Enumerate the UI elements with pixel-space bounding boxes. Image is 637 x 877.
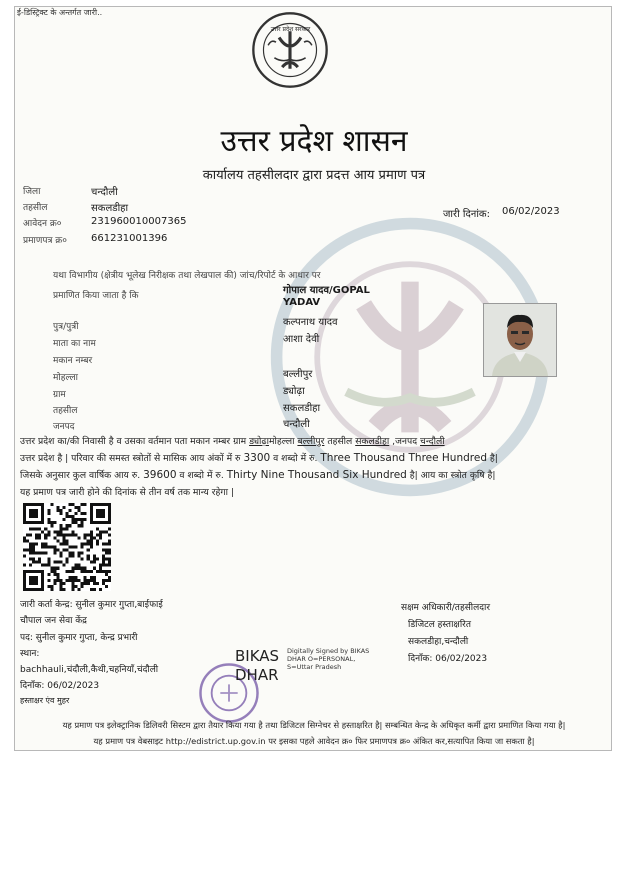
detail-label-mohalla: मोहल्ला — [53, 373, 78, 383]
detail-value-mohalla: बल्लीपुर — [283, 369, 313, 380]
body-text: है| — [487, 453, 498, 464]
detail-value-parent: कल्पनाथ यादव — [283, 317, 338, 328]
validity-line: यह प्रमाण पत्र जारी होने की दिनांक से तीन वर्ष तक मान्य रहेगा | — [20, 487, 234, 498]
applicant-photo — [483, 303, 557, 377]
up-emblem-icon — [251, 11, 329, 89]
annual-income-words: Thirty Nine Thousand Six Hundred — [226, 469, 407, 481]
meta-value-application-no: 231960010007365 — [91, 216, 187, 227]
page-subtitle: कार्यालय तहसीलदार द्वारा प्रदत्त आय प्रमाण पत्र — [202, 168, 426, 183]
header-note: ई-डिस्ट्रिक्ट के अन्तर्गत जारी.. — [17, 8, 103, 17]
detail-value-village: ड्योढ़ा — [283, 386, 305, 397]
officer-location: सकलडीहा,चन्दौली — [408, 637, 469, 647]
body-district: चन्दौली — [420, 436, 445, 447]
body-text: मोहल्ला — [268, 436, 298, 447]
digital-sign-line-2: DHAR O=PERSONAL, — [287, 655, 356, 663]
footer-note-2: यह प्रमाण पत्र वेबसाइट http://edistrict.up.gov.in पर इसका पहले आवेदन क्र० फिर प्रमाणपत्र क्र० अंकित कर,सत्यापित किया जा सकता है| — [93, 736, 535, 746]
annual-income-figure: 39600 — [143, 469, 177, 481]
issue-date: 06/02/2023 — [502, 206, 560, 217]
officer-title: सक्षम अधिकारी/तहसीलदार — [401, 603, 491, 613]
detail-label-house-no: मकान नम्बर — [53, 356, 93, 366]
meta-label-certificate-no: प्रमाणपत्र क्र० — [23, 236, 67, 246]
meta-value-tehsil: सकलडीहा — [91, 203, 129, 214]
issuer-sign-label: हस्ताक्षर एंव मुहर — [20, 696, 70, 705]
applicant-name: गोपाल यादव/GOPAL — [283, 285, 370, 296]
applicant-name-cont: YADAV — [283, 297, 321, 308]
monthly-income-words: Three Thousand Three Hundred — [320, 452, 487, 464]
body-text: व शब्दो में रु. — [176, 470, 227, 481]
issuer-centre: जारी कर्ता केन्द्र: सुनील कुमार गुप्ता,बाईफाई — [20, 600, 163, 610]
body-text: तहसील — [324, 436, 356, 447]
detail-label-district: जनपद — [53, 422, 75, 432]
monthly-income-figure: 3300 — [243, 452, 271, 464]
body-line-1 — [20, 434, 445, 447]
qr-code-icon — [23, 503, 111, 591]
emblem-caption: उत्तर प्रदेश सरकार — [270, 26, 311, 33]
page-title: उत्तर प्रदेश शासन — [220, 124, 408, 159]
issuer-designation: पद: सुनील कुमार गुप्ता, केन्द्र प्रभारी — [20, 633, 138, 643]
body-tehsil: सकलडीहा — [355, 436, 390, 447]
detail-label-village: ग्राम — [53, 390, 66, 400]
detail-label-tehsil: तहसील — [53, 406, 78, 416]
digital-sign-line-3: S=Uttar Pradesh — [287, 663, 342, 671]
meta-label-application-no: आवेदन क्र० — [23, 219, 62, 229]
detail-value-district: चन्दौली — [283, 419, 310, 430]
intro-line-1: यथा विभागीय (क्षेत्रीय भूलेख निरीक्षक तथा लेखपाल की) जांच/रिपोर्ट के आधार पर — [53, 271, 321, 281]
issuer-date: दिनाँक: 06/02/2023 — [20, 681, 100, 691]
issue-date-label: जारी दिनांक: — [443, 209, 490, 220]
person-photo-icon — [484, 304, 556, 376]
meta-label-district: जिला — [23, 187, 41, 197]
body-village: ड्योढ़ा — [249, 436, 269, 447]
body-text: है| आय का स्त्रोत कृषि है| — [406, 470, 496, 481]
body-line-3 — [20, 468, 495, 481]
meta-value-district: चन्दौली — [91, 187, 118, 198]
footer-note-1: यह प्रमाण पत्र इलेक्ट्रानिक डिलिवरी सिस्टम द्वारा तैयार किया गया है तथा डिजिटल सिग्नेचर से हस्ताक्षरित है| सम्बन्धित केन्द्र के अधिकृत कर्मी द्वारा प्रमाणित किया गया है| — [62, 720, 566, 730]
detail-label-parent: पुत्र/पुत्री — [53, 322, 79, 332]
signer-name-cont: DHAR — [235, 666, 279, 684]
body-text: उत्तर प्रदेश है | परिवार की समस्त स्त्रोतों से मासिक आय अंकों में रु — [20, 453, 244, 464]
issuer-place: bachhauli,चंदौली,कैथी,चहनियाँ,चंदौली — [20, 665, 159, 675]
signer-name: BIKAS — [235, 647, 280, 665]
officer-date: दिनाँक: 06/02/2023 — [408, 654, 488, 664]
body-text: जिसके अनुसार कुल वार्षिक आय रु. — [20, 470, 144, 481]
meta-value-certificate-no: 661231001396 — [91, 233, 168, 244]
officer-digital-signed: डिजिटल हस्ताक्षरित — [408, 620, 471, 630]
body-text: व शब्दो में रु. — [270, 453, 321, 464]
certificate-paper — [14, 6, 612, 751]
detail-value-tehsil: सकलडीहा — [283, 403, 321, 414]
body-text: ,जनपद — [389, 436, 421, 447]
intro-line-2: प्रमाणित किया जाता है कि — [53, 291, 139, 301]
detail-label-mother: माता का नाम — [53, 339, 96, 349]
body-mohalla: बल्लीपुर — [297, 436, 325, 447]
digital-sign-line-1: Digitally Signed by BIKAS — [287, 647, 370, 655]
issuer-place-label: स्थान: — [20, 649, 40, 659]
meta-label-tehsil: तहसील — [23, 203, 48, 213]
body-text: उत्तर प्रदेश का/की निवासी है व उसका वर्तमान पता मकान नम्बर ग्राम — [20, 436, 250, 447]
issuer-centre-name: चौपाल जन सेवा केंद्र — [20, 616, 87, 626]
detail-value-mother: आशा देवी — [283, 334, 320, 345]
body-line-2 — [20, 451, 498, 464]
